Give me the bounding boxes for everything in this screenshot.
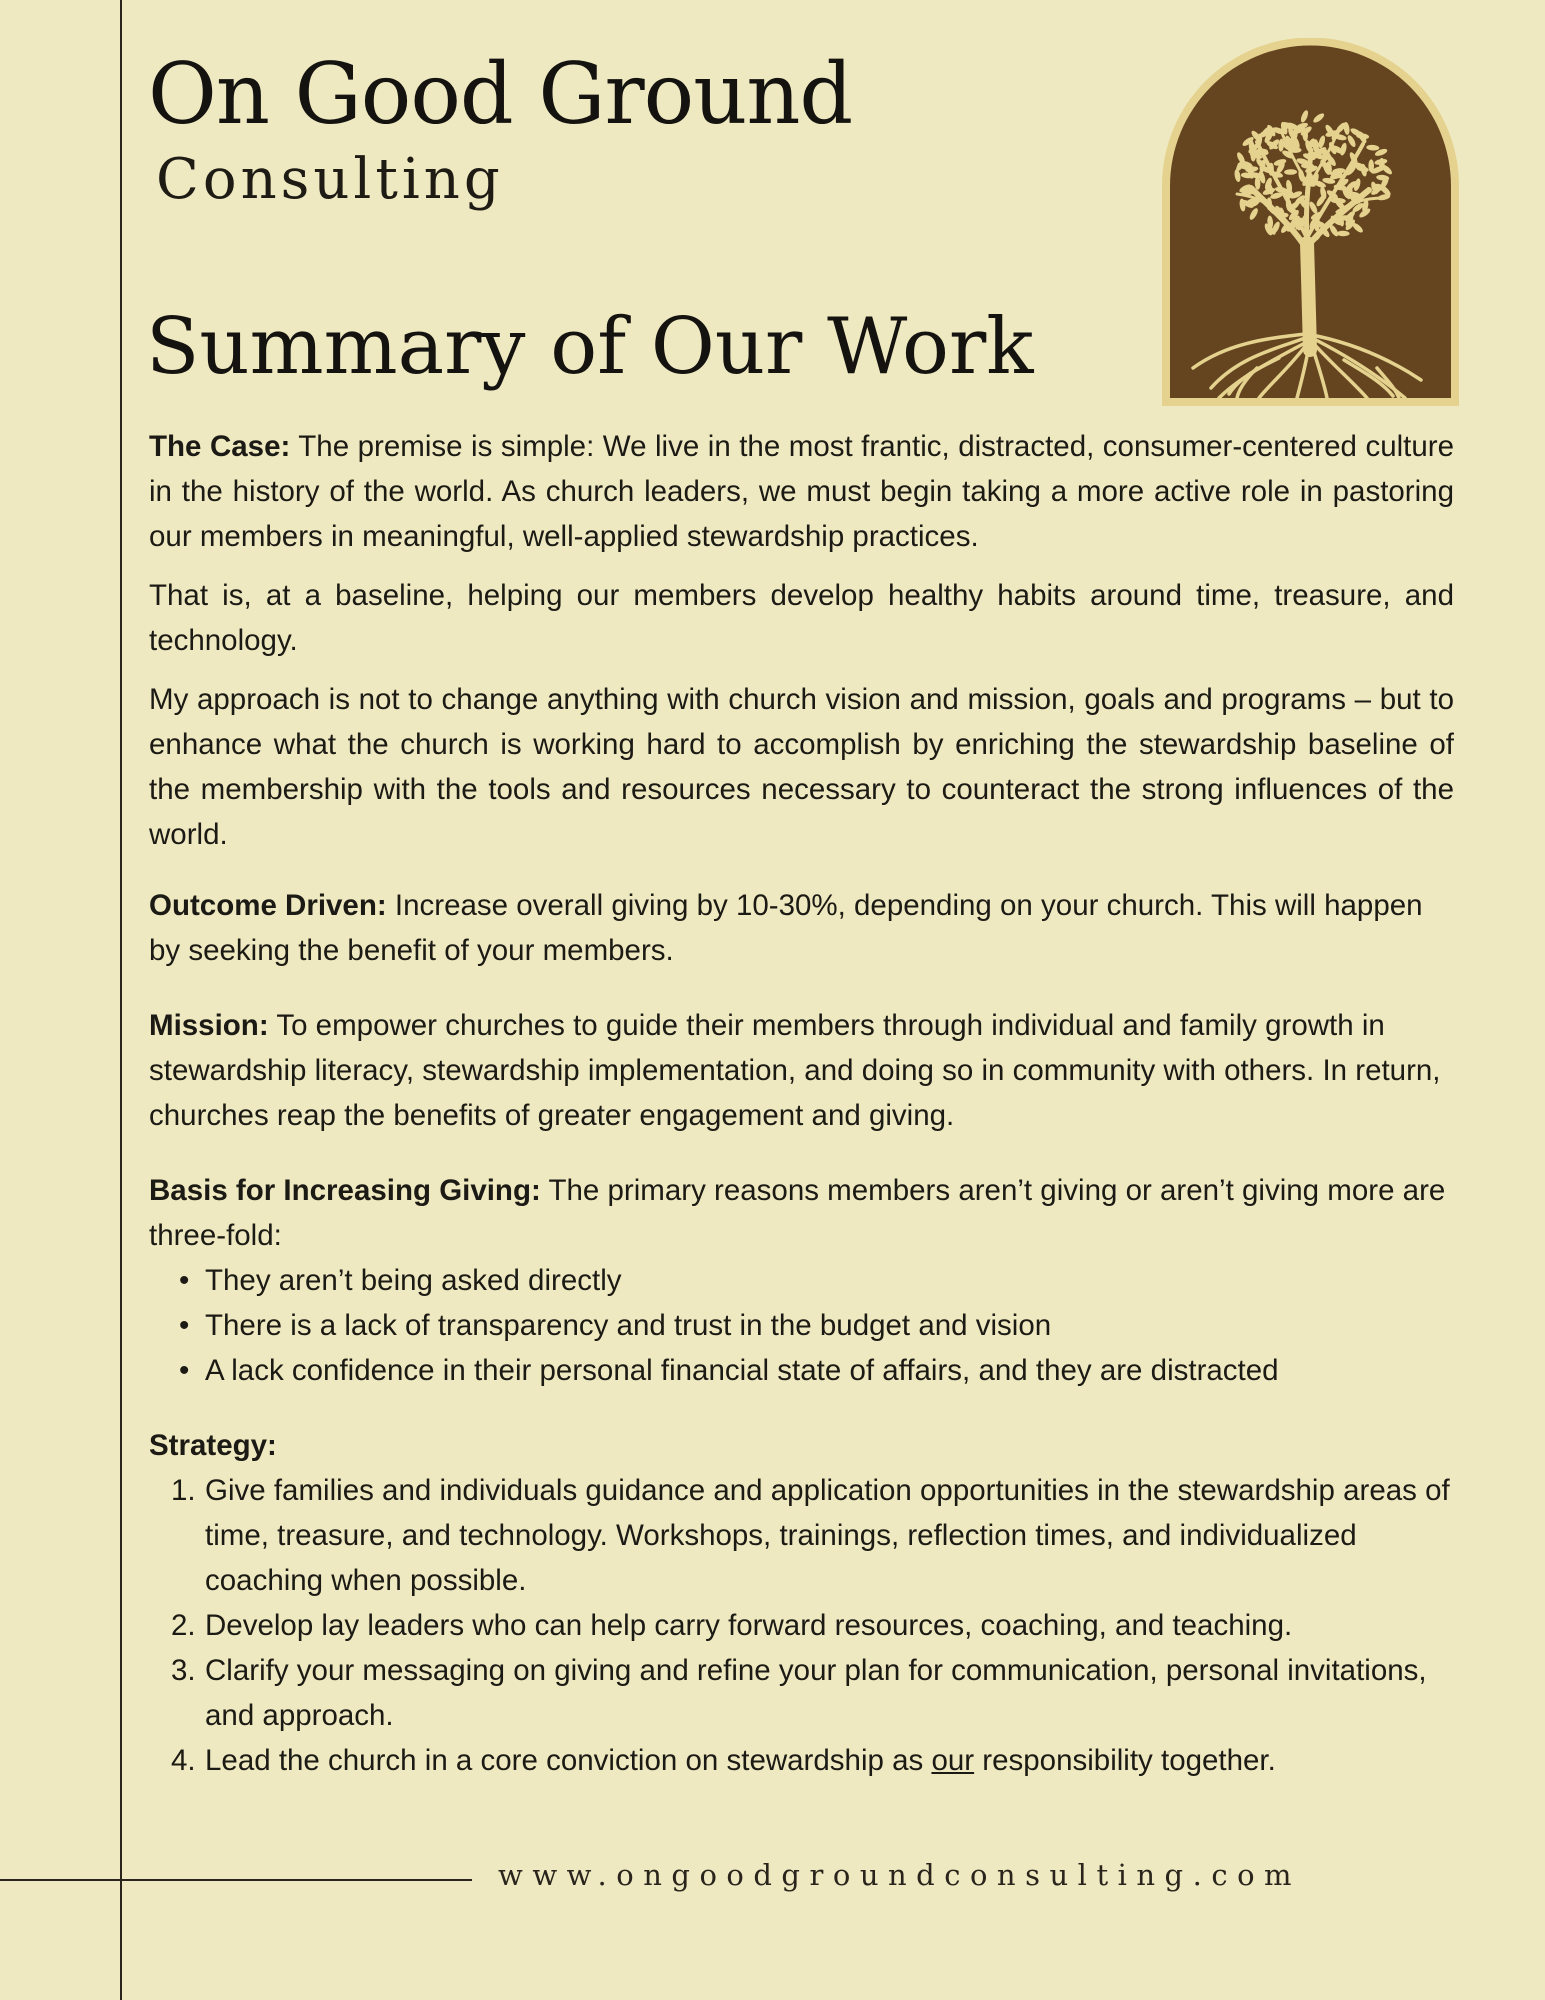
case-paragraph: [149, 424, 1454, 559]
footer-horizontal-rule: [0, 1879, 472, 1881]
list-item: • A lack confidence in their personal financial state of affairs, and they are distracted: [179, 1348, 1454, 1393]
list-item: [171, 1738, 1454, 1783]
list-text: Develop lay leaders who can help carry forward resources, coaching, and teaching.: [205, 1609, 1293, 1642]
list-number: 3.: [171, 1654, 196, 1687]
case-paragraph-3: My approach is not to change anything with church vision and mission, goals and programs – but to enhance what the church is working hard to accomplish by enriching the stewardship baseline of the membership with the tools and resources necessary to counteract the strong influences of the world.: [149, 683, 1454, 851]
brand-name: On Good Ground: [148, 45, 853, 143]
list-text: Clarify your messaging on giving and refine your plan for communication, personal invitations, and approach.: [205, 1654, 1427, 1732]
mission-label: Mission:: [149, 1009, 269, 1042]
strategy-label: Strategy:: [149, 1429, 277, 1462]
outcome-label: Outcome Driven:: [149, 889, 387, 922]
mission-text: To empower churches to guide their members through individual and family growth in stewardship literacy, stewardship implementation, and doing so in community with others. In return, churches reap the benefits of greater engagement and giving.: [149, 1009, 1441, 1132]
list-text-before: Lead the church in a core conviction on stewardship as: [205, 1744, 932, 1777]
website-link[interactable]: www.ongoodgroundconsulting.com: [498, 1858, 1302, 1892]
list-item: [171, 1468, 1454, 1603]
basis-text: The primary reasons members aren’t giving or aren’t giving more are three-fold:: [149, 1174, 1446, 1252]
tree-with-roots-icon: [1159, 38, 1462, 406]
list-item: [171, 1648, 1454, 1738]
case-paragraph-2: That is, at a baseline, helping our members develop healthy habits around time, treasure, and technology.: [149, 579, 1454, 657]
list-item: [171, 1603, 1454, 1648]
case-label: The Case:: [149, 430, 291, 463]
list-number: 2.: [171, 1609, 196, 1642]
strategy-list: [149, 1468, 1454, 1783]
underlined-word: our: [931, 1744, 975, 1777]
list-text: Give families and individuals guidance and application opportunities in the stewardship areas of time, treasure, and technology. Workshops, trainings, reflection times, and individualized coaching when possible.: [205, 1474, 1450, 1597]
list-number: 4.: [171, 1744, 196, 1777]
basis-bullet-list: [149, 1258, 1454, 1393]
page-title: Summary of Our Work: [146, 302, 1034, 392]
case-text: The premise is simple: We live in the most frantic, distracted, consumer-centered culture in the history of the world. As church leaders, we must begin taking a more active role in pastoring our members in meaningful, well-applied stewardship practices.: [149, 430, 1454, 553]
outcome-paragraph: [149, 883, 1454, 973]
basis-label: Basis for Increasing Giving:: [149, 1174, 541, 1207]
list-item: • They aren’t being asked directly: [179, 1258, 1454, 1303]
list-number: 1.: [171, 1474, 196, 1507]
list-text-after: responsibility together.: [974, 1744, 1276, 1777]
mission-paragraph: [149, 1003, 1454, 1138]
list-item: • There is a lack of transparency and trust in the budget and vision: [179, 1303, 1454, 1348]
brand-subtitle: Consulting: [156, 147, 504, 212]
left-vertical-rule: [120, 0, 122, 2000]
outcome-text: Increase overall giving by 10-30%, depending on your church. This will happen by seeking the benefit of your members.: [149, 889, 1423, 967]
basis-paragraph: [149, 1168, 1454, 1258]
strategy-heading: [149, 1423, 1454, 1468]
summary-content: [149, 424, 1454, 1783]
